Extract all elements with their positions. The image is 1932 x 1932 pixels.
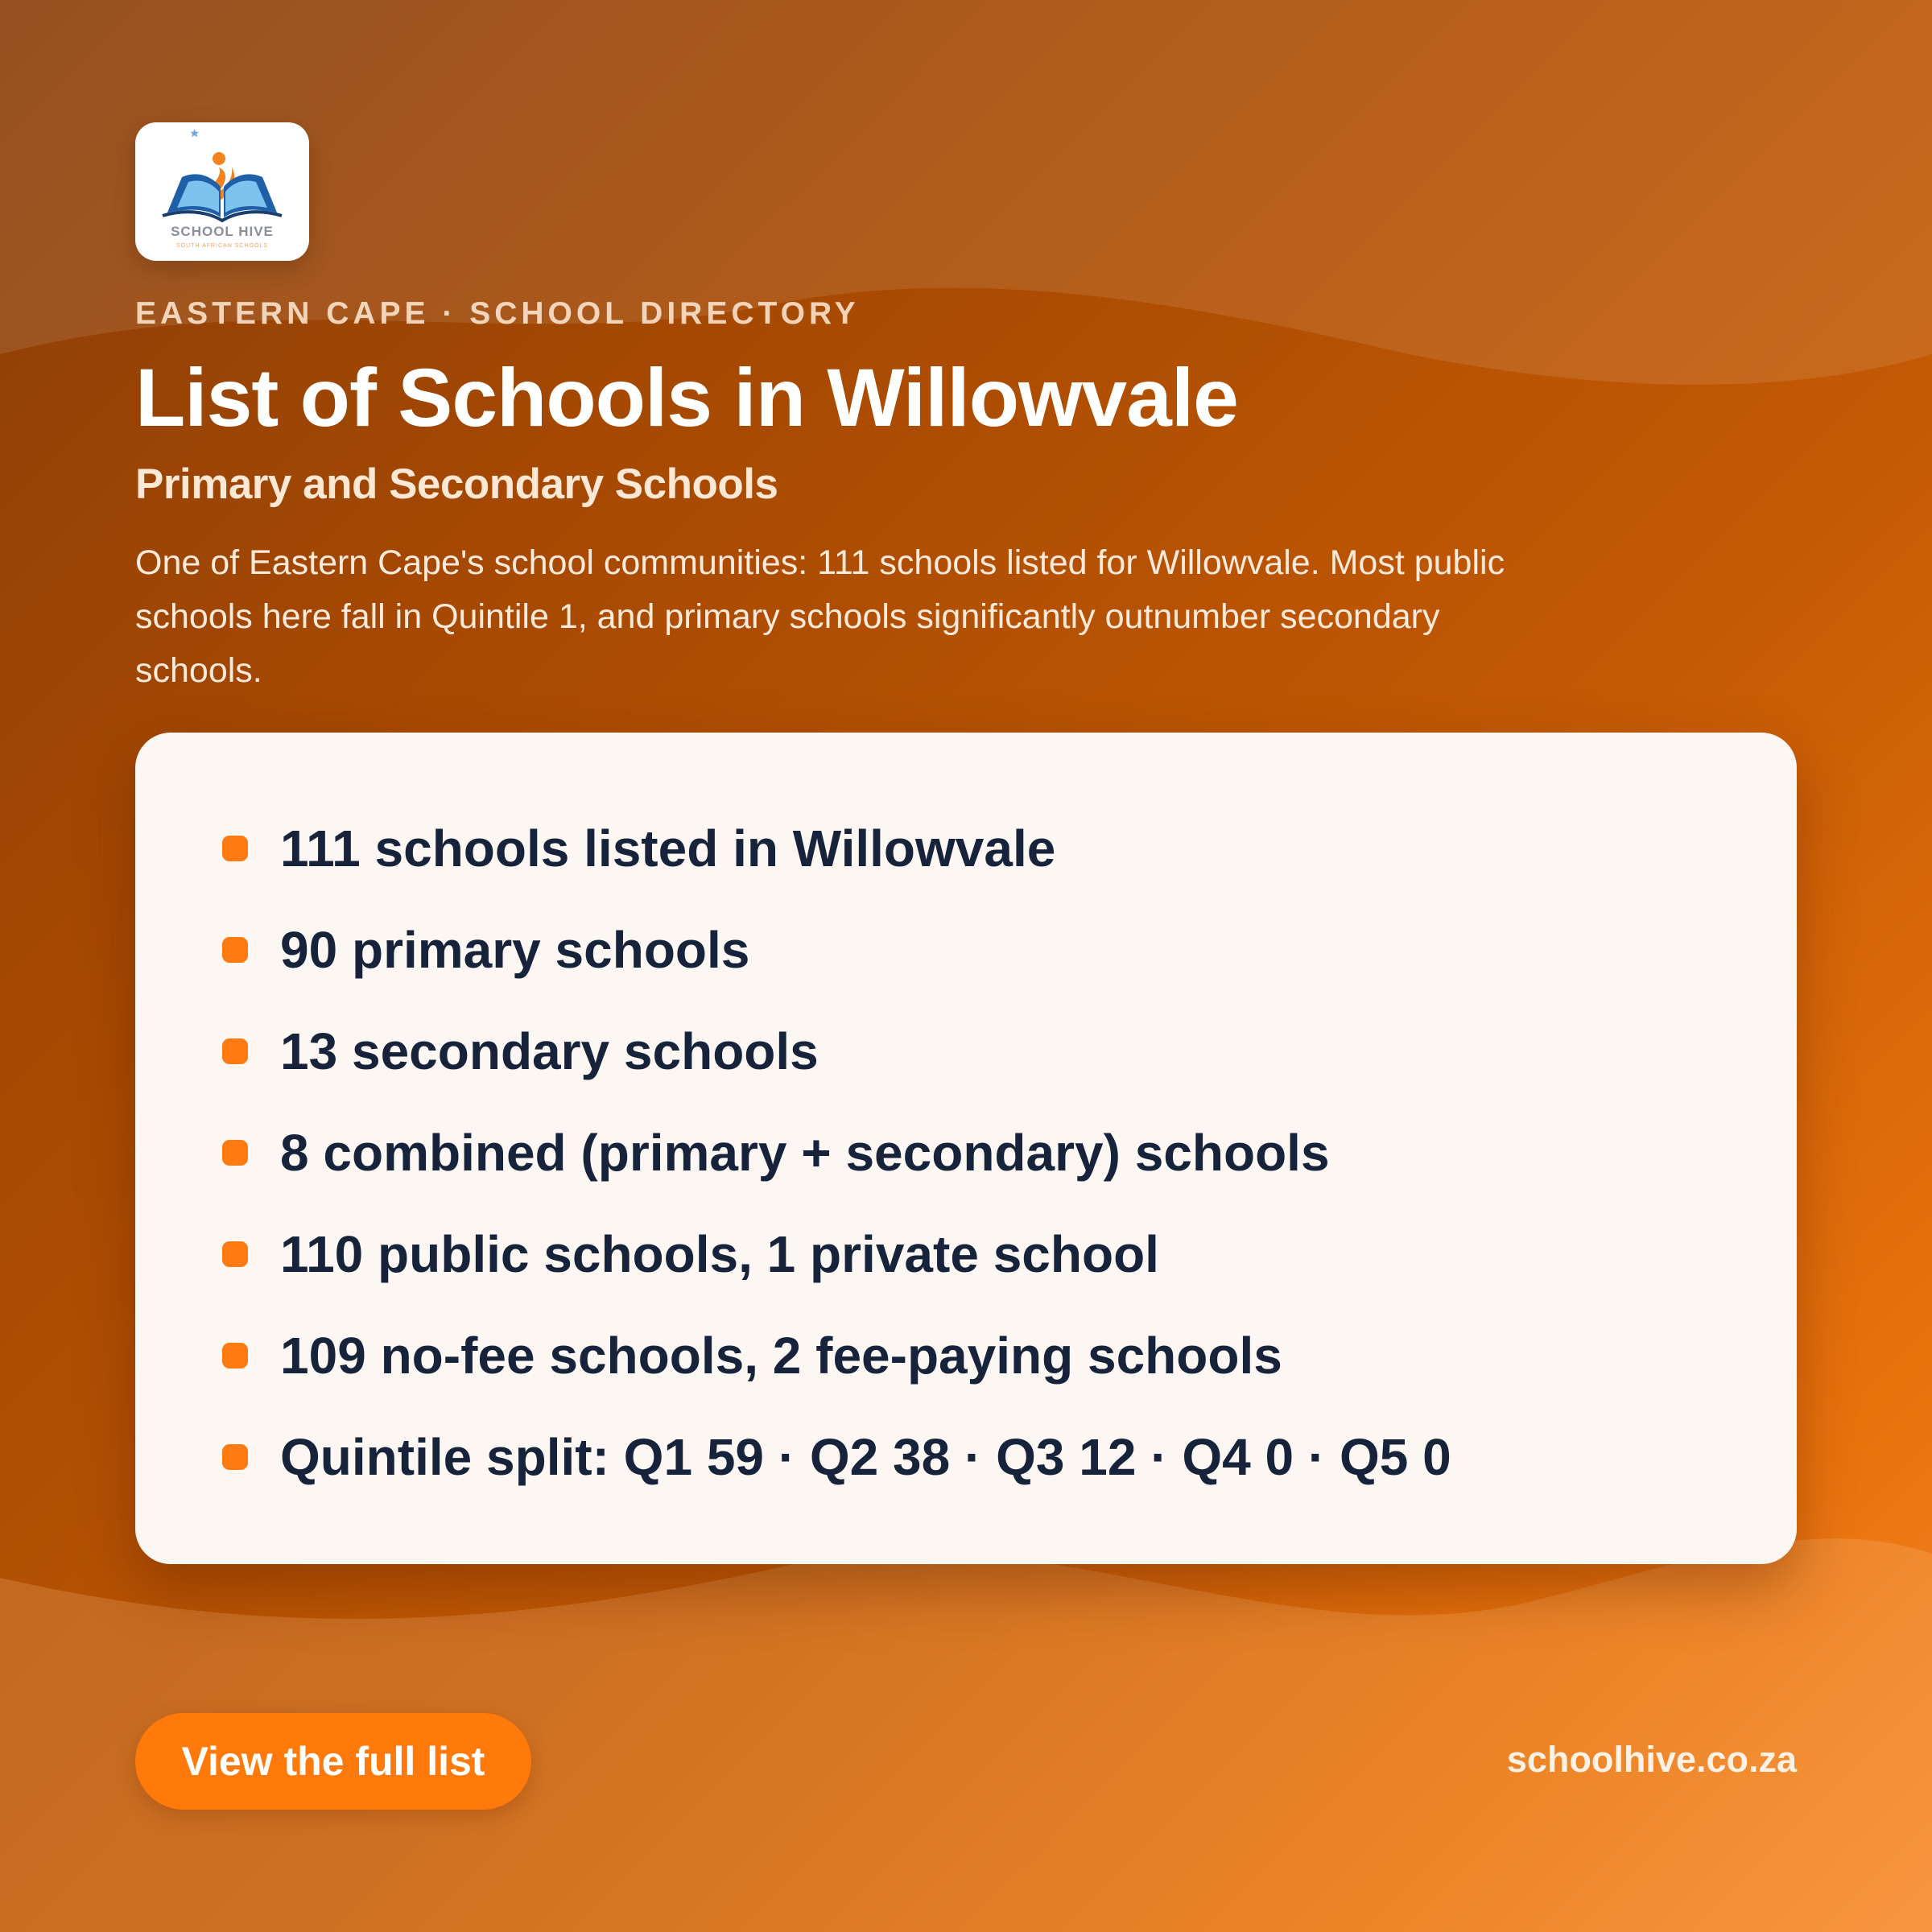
stat-text: 110 public schools, 1 private school: [280, 1225, 1159, 1283]
stat-text: 109 no-fee schools, 2 fee-paying schools: [280, 1327, 1282, 1385]
breadcrumb-eyebrow: EASTERN CAPE · SCHOOL DIRECTORY: [135, 296, 860, 331]
stat-text: 90 primary schools: [280, 921, 750, 979]
stat-item: [222, 912, 1451, 988]
page-title: List of Schools in Willowvale: [135, 352, 1238, 444]
page-description: One of Eastern Cape's school communities: 111 schools listed for Willowvale. Most public schools here fall in Quintile 1, and primary schools significantly outnumber secondary schools.: [135, 543, 1505, 690]
view-full-list-button[interactable]: View the full list: [135, 1713, 531, 1810]
bullet-icon: [222, 1444, 248, 1470]
school-hive-logo: [135, 122, 309, 261]
stat-item: [222, 1115, 1451, 1191]
stat-item: [222, 811, 1451, 886]
bullet-icon: [222, 1343, 248, 1368]
logo-name: SCHOOL HIVE: [171, 224, 274, 239]
stats-card: [135, 733, 1797, 1564]
stat-item: [222, 1318, 1451, 1393]
stat-text: 8 combined (primary + secondary) schools: [280, 1124, 1330, 1182]
stats-list: [222, 811, 1451, 1521]
site-url: schoolhive.co.za: [1506, 1739, 1797, 1780]
bullet-icon: [222, 836, 248, 861]
bullet-icon: [222, 1241, 248, 1267]
stat-item: [222, 1216, 1451, 1292]
bullet-icon: [222, 1038, 248, 1064]
stat-text: 111 schools listed in Willowvale: [280, 819, 1056, 877]
bullet-icon: [222, 1140, 248, 1166]
bullet-icon: [222, 937, 248, 963]
stat-text: Quintile split: Q1 59 · Q2 38 · Q3 12 · Q4 0 · Q5 0: [280, 1428, 1451, 1486]
logo-tagline: SOUTH AFRICAN SCHOOLS: [176, 243, 268, 249]
stat-text: 13 secondary schools: [280, 1022, 819, 1080]
stat-item: [222, 1419, 1451, 1495]
stat-item: [222, 1013, 1451, 1089]
page-subtitle: Primary and Secondary Schools: [135, 460, 778, 508]
book-logo-icon: [135, 122, 309, 261]
